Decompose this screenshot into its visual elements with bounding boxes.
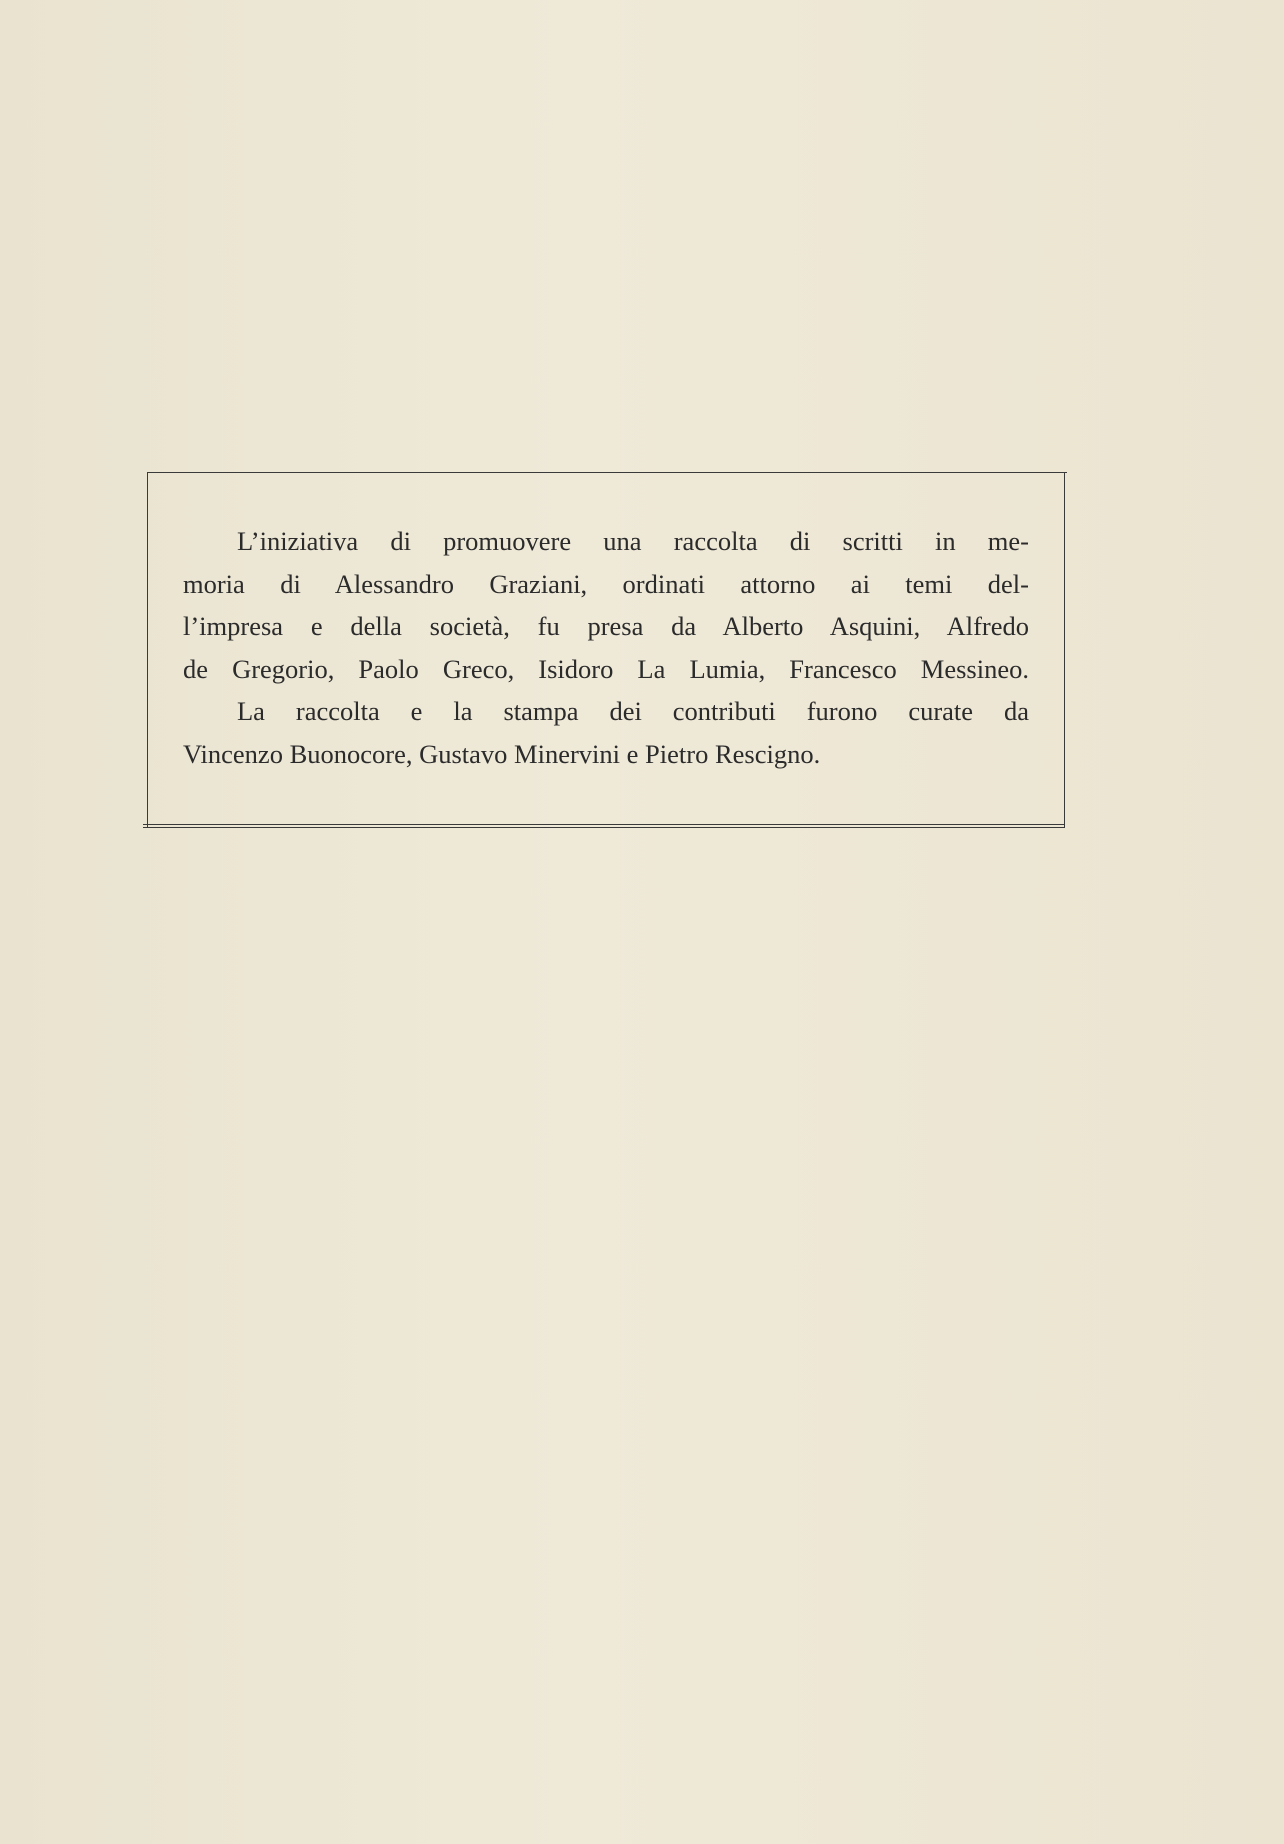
text-line: moria di Alessandro Graziani, ordinati attorno ai temi del- (183, 568, 1029, 599)
notice-text (183, 520, 1029, 775)
text-line: L’iniziativa di promuovere una raccolta di scritti in me- (237, 526, 1029, 556)
text-line: La raccolta e la stampa dei contributi furono curate da (237, 696, 1029, 726)
text-line: l’impresa e della società, fu presa da Alberto Asquini, Alfredo (183, 611, 1029, 641)
box-bottom-double-rule (143, 824, 1065, 828)
notice-paragraph-2 (183, 690, 1029, 775)
text-line: de Gregorio, Paolo Greco, Isidoro La Lumia, Francesco Messineo. (183, 653, 1029, 684)
text-line: Vincenzo Buonocore, Gustavo Minervini e Pietro Rescigno. (183, 738, 821, 769)
notice-paragraph-1 (183, 520, 1029, 690)
